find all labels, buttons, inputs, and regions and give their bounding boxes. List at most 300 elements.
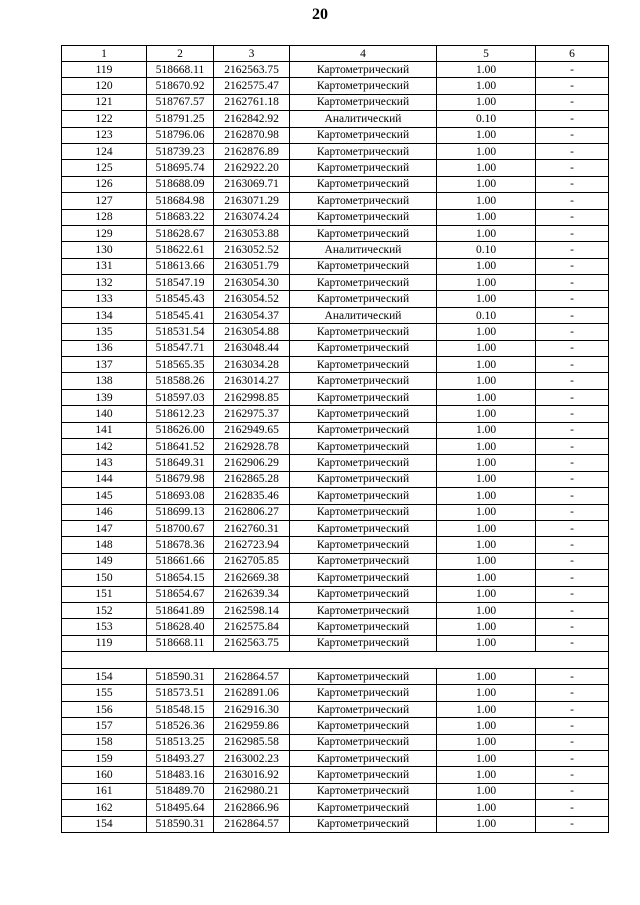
note-cell: - [536,734,609,750]
y-coordinate-cell: 2162866.96 [214,800,290,816]
method-cell: Картометрический [290,537,437,553]
accuracy-cell: 1.00 [437,783,536,799]
point-number-cell: 162 [62,800,147,816]
x-coordinate-cell: 518688.09 [147,176,214,192]
note-cell: - [536,553,609,569]
y-coordinate-cell: 2162870.98 [214,127,290,143]
table-row [62,783,609,799]
point-number-cell: 131 [62,258,147,274]
note-cell: - [536,357,609,373]
y-coordinate-cell: 2162891.06 [214,685,290,701]
point-number-cell: 134 [62,307,147,323]
y-coordinate-cell: 2162959.86 [214,718,290,734]
point-number-cell: 141 [62,422,147,438]
y-coordinate-cell: 2162563.75 [214,635,290,651]
x-coordinate-cell: 518641.89 [147,602,214,618]
point-number-cell: 140 [62,406,147,422]
point-number-cell: 129 [62,225,147,241]
x-coordinate-cell: 518531.54 [147,324,214,340]
note-cell: - [536,669,609,685]
x-coordinate-cell: 518791.25 [147,111,214,127]
accuracy-cell: 1.00 [437,635,536,651]
accuracy-cell: 0.10 [437,242,536,258]
x-coordinate-cell: 518548.15 [147,701,214,717]
y-coordinate-cell: 2162949.65 [214,422,290,438]
accuracy-cell: 1.00 [437,62,536,78]
accuracy-cell: 1.00 [437,291,536,307]
x-coordinate-cell: 518590.31 [147,669,214,685]
note-cell: - [536,701,609,717]
y-coordinate-cell: 2162669.38 [214,570,290,586]
y-coordinate-cell: 2162575.84 [214,619,290,635]
method-cell: Картометрический [290,570,437,586]
table-row [62,176,609,192]
y-coordinate-cell: 2163054.37 [214,307,290,323]
point-number-cell: 125 [62,160,147,176]
accuracy-cell: 1.00 [437,800,536,816]
note-cell: - [536,488,609,504]
accuracy-cell: 1.00 [437,488,536,504]
x-coordinate-cell: 518622.61 [147,242,214,258]
method-cell: Картометрический [290,520,437,536]
point-number-cell: 126 [62,176,147,192]
accuracy-cell: 1.00 [437,340,536,356]
header-row [62,46,609,62]
accuracy-cell: 1.00 [437,767,536,783]
note-cell: - [536,471,609,487]
accuracy-cell: 1.00 [437,78,536,94]
y-coordinate-cell: 2162705.85 [214,553,290,569]
note-cell: - [536,406,609,422]
note-cell: - [536,635,609,651]
accuracy-cell: 1.00 [437,275,536,291]
method-cell: Картометрический [290,62,437,78]
y-coordinate-cell: 2162761.18 [214,94,290,110]
y-coordinate-cell: 2163002.23 [214,751,290,767]
y-coordinate-cell: 2162639.34 [214,586,290,602]
x-coordinate-cell: 518547.19 [147,275,214,291]
note-cell: - [536,718,609,734]
x-coordinate-cell: 518628.67 [147,225,214,241]
table-row [62,619,609,635]
point-number-cell: 153 [62,619,147,635]
accuracy-cell: 1.00 [437,669,536,685]
method-cell: Картометрический [290,127,437,143]
column-header: 3 [214,46,290,62]
accuracy-cell: 1.00 [437,586,536,602]
column-header: 4 [290,46,437,62]
accuracy-cell: 1.00 [437,520,536,536]
method-cell: Картометрический [290,685,437,701]
point-number-cell: 119 [62,635,147,651]
note-cell: - [536,340,609,356]
x-coordinate-cell: 518526.36 [147,718,214,734]
point-number-cell: 139 [62,389,147,405]
point-number-cell: 146 [62,504,147,520]
method-cell: Картометрический [290,471,437,487]
note-cell: - [536,275,609,291]
accuracy-cell: 1.00 [437,553,536,569]
table-row [62,455,609,471]
point-number-cell: 137 [62,357,147,373]
y-coordinate-cell: 2162916.30 [214,701,290,717]
method-cell: Картометрический [290,783,437,799]
method-cell: Картометрический [290,816,437,832]
table-row [62,471,609,487]
x-coordinate-cell: 518654.15 [147,570,214,586]
method-cell: Картометрический [290,143,437,159]
point-number-cell: 122 [62,111,147,127]
y-coordinate-cell: 2163054.52 [214,291,290,307]
method-cell: Картометрический [290,718,437,734]
note-cell: - [536,389,609,405]
table-row [62,718,609,734]
method-cell: Картометрический [290,94,437,110]
y-coordinate-cell: 2163034.28 [214,357,290,373]
method-cell: Картометрический [290,504,437,520]
column-header: 2 [147,46,214,62]
note-cell: - [536,111,609,127]
y-coordinate-cell: 2163074.24 [214,209,290,225]
method-cell: Картометрический [290,193,437,209]
table-row [62,357,609,373]
point-number-cell: 148 [62,537,147,553]
point-number-cell: 120 [62,78,147,94]
x-coordinate-cell: 518545.41 [147,307,214,323]
method-cell: Картометрический [290,225,437,241]
x-coordinate-cell: 518679.98 [147,471,214,487]
x-coordinate-cell: 518684.98 [147,193,214,209]
x-coordinate-cell: 518513.25 [147,734,214,750]
x-coordinate-cell: 518493.27 [147,751,214,767]
y-coordinate-cell: 2162760.31 [214,520,290,536]
note-cell: - [536,324,609,340]
method-cell: Картометрический [290,800,437,816]
note-cell: - [536,209,609,225]
point-number-cell: 159 [62,751,147,767]
note-cell: - [536,373,609,389]
page-number: 20 [312,6,328,23]
method-cell: Картометрический [290,357,437,373]
method-cell: Картометрический [290,78,437,94]
table-row [62,553,609,569]
method-cell: Картометрический [290,619,437,635]
y-coordinate-cell: 2163048.44 [214,340,290,356]
x-coordinate-cell: 518654.67 [147,586,214,602]
y-coordinate-cell: 2163054.30 [214,275,290,291]
y-coordinate-cell: 2162906.29 [214,455,290,471]
table-row [62,800,609,816]
point-number-cell: 128 [62,209,147,225]
accuracy-cell: 1.00 [437,718,536,734]
table-row [62,160,609,176]
accuracy-cell: 1.00 [437,734,536,750]
table-row [62,94,609,110]
note-cell: - [536,176,609,192]
accuracy-cell: 1.00 [437,225,536,241]
x-coordinate-cell: 518545.43 [147,291,214,307]
method-cell: Картометрический [290,767,437,783]
x-coordinate-cell: 518495.64 [147,800,214,816]
point-number-cell: 143 [62,455,147,471]
y-coordinate-cell: 2163054.88 [214,324,290,340]
table-row [62,143,609,159]
note-cell: - [536,816,609,832]
note-cell: - [536,767,609,783]
table-row [62,193,609,209]
accuracy-cell: 1.00 [437,751,536,767]
point-number-cell: 144 [62,471,147,487]
point-number-cell: 130 [62,242,147,258]
y-coordinate-cell: 2162998.85 [214,389,290,405]
y-coordinate-cell: 2162864.57 [214,669,290,685]
accuracy-cell: 0.10 [437,307,536,323]
x-coordinate-cell: 518796.06 [147,127,214,143]
accuracy-cell: 1.00 [437,619,536,635]
y-coordinate-cell: 2163014.27 [214,373,290,389]
x-coordinate-cell: 518626.00 [147,422,214,438]
note-cell: - [536,685,609,701]
point-number-cell: 145 [62,488,147,504]
method-cell: Картометрический [290,373,437,389]
table-row [62,537,609,553]
note-cell: - [536,258,609,274]
note-cell: - [536,751,609,767]
note-cell: - [536,783,609,799]
y-coordinate-cell: 2162575.47 [214,78,290,94]
note-cell: - [536,520,609,536]
method-cell: Картометрический [290,553,437,569]
note-cell: - [536,619,609,635]
note-cell: - [536,537,609,553]
table-row [62,258,609,274]
method-cell: Аналитический [290,307,437,323]
x-coordinate-cell: 518588.26 [147,373,214,389]
table-row [62,734,609,750]
table-row [62,504,609,520]
accuracy-cell: 1.00 [437,406,536,422]
x-coordinate-cell: 518739.23 [147,143,214,159]
method-cell: Картометрический [290,438,437,454]
table-row [62,520,609,536]
x-coordinate-cell: 518628.40 [147,619,214,635]
point-number-cell: 132 [62,275,147,291]
point-number-cell: 160 [62,767,147,783]
point-number-cell: 147 [62,520,147,536]
x-coordinate-cell: 518547.71 [147,340,214,356]
point-number-cell: 124 [62,143,147,159]
method-cell: Картометрический [290,635,437,651]
point-number-cell: 156 [62,701,147,717]
note-cell: - [536,94,609,110]
y-coordinate-cell: 2162864.57 [214,816,290,832]
point-number-cell: 135 [62,324,147,340]
accuracy-cell: 1.00 [437,209,536,225]
method-cell: Картометрический [290,701,437,717]
accuracy-cell: 0.10 [437,111,536,127]
x-coordinate-cell: 518670.92 [147,78,214,94]
y-coordinate-cell: 2162723.94 [214,537,290,553]
x-coordinate-cell: 518668.11 [147,635,214,651]
point-number-cell: 133 [62,291,147,307]
method-cell: Картометрический [290,275,437,291]
table-row [62,340,609,356]
accuracy-cell: 1.00 [437,357,536,373]
column-header: 6 [536,46,609,62]
table-row [62,225,609,241]
separator-cell [62,652,609,669]
note-cell: - [536,307,609,323]
note-cell: - [536,438,609,454]
x-coordinate-cell: 518678.36 [147,537,214,553]
contour-separator-row [62,652,609,669]
note-cell: - [536,160,609,176]
method-cell: Картометрический [290,751,437,767]
point-number-cell: 157 [62,718,147,734]
accuracy-cell: 1.00 [437,258,536,274]
x-coordinate-cell: 518573.51 [147,685,214,701]
table-row [62,389,609,405]
point-number-cell: 136 [62,340,147,356]
method-cell: Картометрический [290,669,437,685]
table-row [62,602,609,618]
x-coordinate-cell: 518590.31 [147,816,214,832]
table-row [62,669,609,685]
table-row [62,570,609,586]
accuracy-cell: 1.00 [437,537,536,553]
table-row [62,422,609,438]
x-coordinate-cell: 518641.52 [147,438,214,454]
y-coordinate-cell: 2162876.89 [214,143,290,159]
table-row [62,373,609,389]
y-coordinate-cell: 2162975.37 [214,406,290,422]
table-header [62,46,609,62]
point-number-cell: 158 [62,734,147,750]
table-row [62,685,609,701]
table-row [62,291,609,307]
y-coordinate-cell: 2162928.78 [214,438,290,454]
note-cell: - [536,242,609,258]
note-cell: - [536,143,609,159]
table-row [62,209,609,225]
point-number-cell: 142 [62,438,147,454]
y-coordinate-cell: 2163071.29 [214,193,290,209]
table-row [62,307,609,323]
table-row [62,635,609,651]
y-coordinate-cell: 2163053.88 [214,225,290,241]
x-coordinate-cell: 518597.03 [147,389,214,405]
y-coordinate-cell: 2162922.20 [214,160,290,176]
x-coordinate-cell: 518489.70 [147,783,214,799]
point-number-cell: 149 [62,553,147,569]
point-number-cell: 154 [62,816,147,832]
table-row [62,78,609,94]
method-cell: Картометрический [290,586,437,602]
method-cell: Аналитический [290,242,437,258]
x-coordinate-cell: 518565.35 [147,357,214,373]
note-cell: - [536,225,609,241]
y-coordinate-cell: 2162865.28 [214,471,290,487]
table-row [62,406,609,422]
point-number-cell: 127 [62,193,147,209]
method-cell: Картометрический [290,291,437,307]
y-coordinate-cell: 2162598.14 [214,602,290,618]
x-coordinate-cell: 518649.31 [147,455,214,471]
accuracy-cell: 1.00 [437,602,536,618]
accuracy-cell: 1.00 [437,504,536,520]
accuracy-cell: 1.00 [437,455,536,471]
point-number-cell: 121 [62,94,147,110]
table-row [62,767,609,783]
method-cell: Аналитический [290,111,437,127]
accuracy-cell: 1.00 [437,160,536,176]
x-coordinate-cell: 518693.08 [147,488,214,504]
table-row [62,242,609,258]
accuracy-cell: 1.00 [437,143,536,159]
x-coordinate-cell: 518695.74 [147,160,214,176]
accuracy-cell: 1.00 [437,176,536,192]
y-coordinate-cell: 2163069.71 [214,176,290,192]
y-coordinate-cell: 2163016.92 [214,767,290,783]
method-cell: Картометрический [290,455,437,471]
table-row [62,701,609,717]
table-row [62,438,609,454]
note-cell: - [536,193,609,209]
x-coordinate-cell: 518700.67 [147,520,214,536]
note-cell: - [536,504,609,520]
point-number-cell: 152 [62,602,147,618]
x-coordinate-cell: 518668.11 [147,62,214,78]
accuracy-cell: 1.00 [437,389,536,405]
method-cell: Картометрический [290,734,437,750]
method-cell: Картометрический [290,602,437,618]
accuracy-cell: 1.00 [437,127,536,143]
note-cell: - [536,586,609,602]
accuracy-cell: 1.00 [437,94,536,110]
method-cell: Картометрический [290,209,437,225]
point-number-cell: 123 [62,127,147,143]
accuracy-cell: 1.00 [437,324,536,340]
accuracy-cell: 1.00 [437,471,536,487]
table-row [62,324,609,340]
table-row [62,62,609,78]
accuracy-cell: 1.00 [437,373,536,389]
table-row [62,586,609,602]
point-number-cell: 161 [62,783,147,799]
table-row [62,111,609,127]
y-coordinate-cell: 2162842.92 [214,111,290,127]
method-cell: Картометрический [290,422,437,438]
method-cell: Картометрический [290,406,437,422]
point-number-cell: 155 [62,685,147,701]
note-cell: - [536,800,609,816]
y-coordinate-cell: 2162985.58 [214,734,290,750]
x-coordinate-cell: 518699.13 [147,504,214,520]
table-row [62,275,609,291]
accuracy-cell: 1.00 [437,193,536,209]
x-coordinate-cell: 518613.66 [147,258,214,274]
note-cell: - [536,570,609,586]
x-coordinate-cell: 518661.66 [147,553,214,569]
accuracy-cell: 1.00 [437,438,536,454]
x-coordinate-cell: 518612.23 [147,406,214,422]
accuracy-cell: 1.00 [437,570,536,586]
accuracy-cell: 1.00 [437,422,536,438]
y-coordinate-cell: 2163052.52 [214,242,290,258]
method-cell: Картометрический [290,340,437,356]
y-coordinate-cell: 2162563.75 [214,62,290,78]
accuracy-cell: 1.00 [437,816,536,832]
